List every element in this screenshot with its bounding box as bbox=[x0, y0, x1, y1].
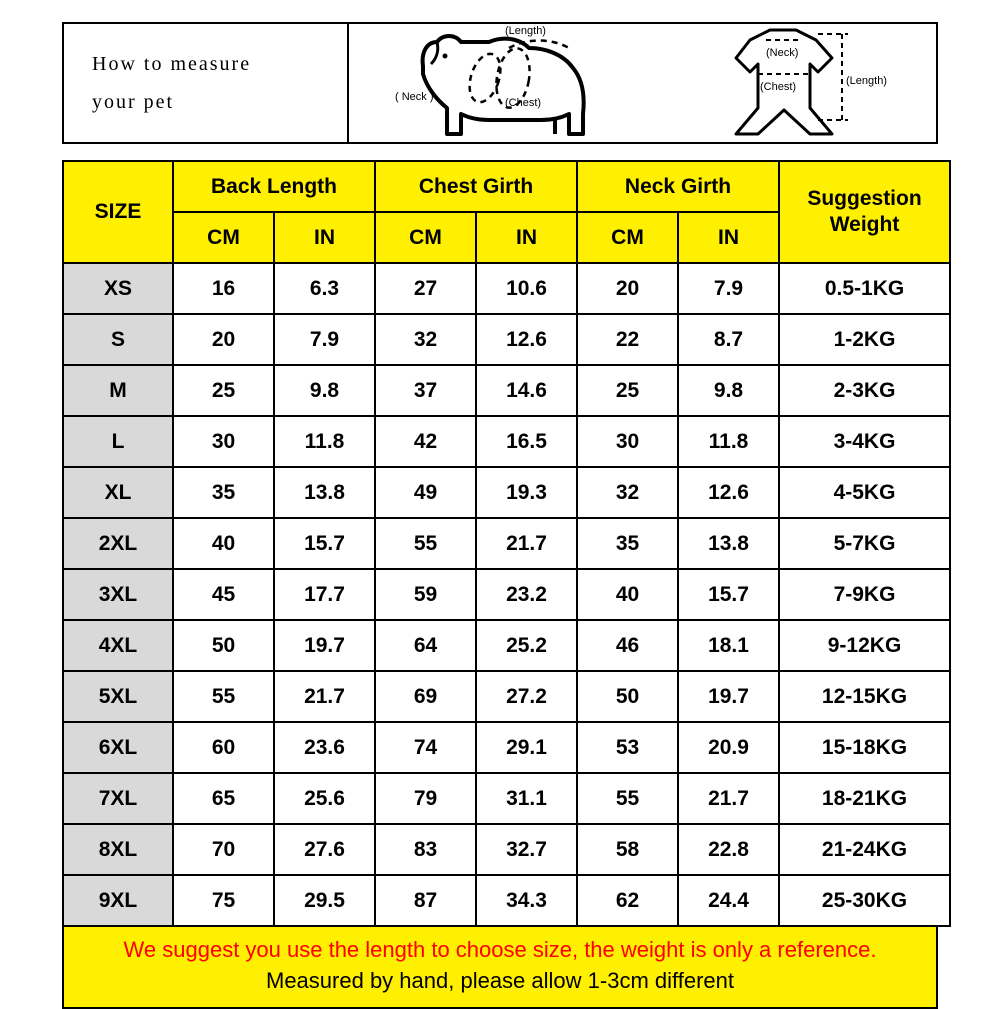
cell-size: 6XL bbox=[63, 722, 173, 773]
cell-back-cm: 40 bbox=[173, 518, 274, 569]
cell-neck-in: 7.9 bbox=[678, 263, 779, 314]
cell-weight: 7-9KG bbox=[779, 569, 950, 620]
header-unit-chest-cm: CM bbox=[375, 212, 476, 263]
cell-back-cm: 65 bbox=[173, 773, 274, 824]
cell-weight: 4-5KG bbox=[779, 467, 950, 518]
cell-neck-cm: 22 bbox=[577, 314, 678, 365]
cell-chest-in: 32.7 bbox=[476, 824, 577, 875]
cell-back-cm: 45 bbox=[173, 569, 274, 620]
header-unit-back-cm: CM bbox=[173, 212, 274, 263]
cell-weight: 1-2KG bbox=[779, 314, 950, 365]
cell-size: S bbox=[63, 314, 173, 365]
table-row bbox=[63, 722, 950, 773]
cell-neck-in: 9.8 bbox=[678, 365, 779, 416]
header-suggestion-weight bbox=[779, 161, 950, 263]
header-suggestion-line2: Weight bbox=[829, 213, 900, 236]
cell-size: 8XL bbox=[63, 824, 173, 875]
header-chest-girth: Chest Girth bbox=[375, 161, 577, 212]
cell-chest-cm: 32 bbox=[375, 314, 476, 365]
header-size: SIZE bbox=[63, 161, 173, 263]
cell-chest-in: 27.2 bbox=[476, 671, 577, 722]
cell-back-cm: 20 bbox=[173, 314, 274, 365]
cell-back-in: 23.6 bbox=[274, 722, 375, 773]
cell-chest-cm: 27 bbox=[375, 263, 476, 314]
cell-chest-cm: 87 bbox=[375, 875, 476, 926]
cell-chest-in: 12.6 bbox=[476, 314, 577, 365]
size-chart-table bbox=[62, 160, 951, 927]
header-title-line2: your pet bbox=[92, 91, 175, 113]
cell-back-in: 11.8 bbox=[274, 416, 375, 467]
cell-neck-in: 21.7 bbox=[678, 773, 779, 824]
cell-weight: 18-21KG bbox=[779, 773, 950, 824]
cell-neck-cm: 35 bbox=[577, 518, 678, 569]
footer-note-line2: Measured by hand, please allow 1-3cm different bbox=[266, 968, 734, 993]
table-row bbox=[63, 365, 950, 416]
cell-weight: 2-3KG bbox=[779, 365, 950, 416]
header-title bbox=[64, 24, 349, 142]
cell-chest-in: 19.3 bbox=[476, 467, 577, 518]
cell-neck-cm: 62 bbox=[577, 875, 678, 926]
cell-back-in: 29.5 bbox=[274, 875, 375, 926]
table-row bbox=[63, 569, 950, 620]
cell-neck-in: 13.8 bbox=[678, 518, 779, 569]
cell-chest-in: 16.5 bbox=[476, 416, 577, 467]
cell-neck-in: 19.7 bbox=[678, 671, 779, 722]
cell-neck-cm: 20 bbox=[577, 263, 678, 314]
header-unit-back-in: IN bbox=[274, 212, 375, 263]
cell-chest-in: 14.6 bbox=[476, 365, 577, 416]
header-title-line1: How to measure bbox=[92, 53, 252, 75]
garment-diagram bbox=[692, 22, 892, 145]
cell-back-cm: 16 bbox=[173, 263, 274, 314]
cell-neck-in: 8.7 bbox=[678, 314, 779, 365]
cell-size: XS bbox=[63, 263, 173, 314]
cell-back-in: 9.8 bbox=[274, 365, 375, 416]
cell-chest-in: 29.1 bbox=[476, 722, 577, 773]
cell-chest-cm: 49 bbox=[375, 467, 476, 518]
cell-weight: 5-7KG bbox=[779, 518, 950, 569]
cell-size: L bbox=[63, 416, 173, 467]
table-group-header-row bbox=[63, 161, 950, 212]
cell-size: 5XL bbox=[63, 671, 173, 722]
table-row bbox=[63, 518, 950, 569]
table-row bbox=[63, 263, 950, 314]
table-row bbox=[63, 824, 950, 875]
table-row bbox=[63, 416, 950, 467]
cell-size: 9XL bbox=[63, 875, 173, 926]
cell-neck-in: 20.9 bbox=[678, 722, 779, 773]
dog-diagram bbox=[393, 22, 623, 145]
cell-chest-cm: 64 bbox=[375, 620, 476, 671]
header-back-length: Back Length bbox=[173, 161, 375, 212]
cell-chest-cm: 83 bbox=[375, 824, 476, 875]
garment-length-label: (Length) bbox=[845, 74, 887, 87]
table-body bbox=[63, 263, 950, 926]
cell-neck-cm: 58 bbox=[577, 824, 678, 875]
cell-back-cm: 35 bbox=[173, 467, 274, 518]
cell-size: XL bbox=[63, 467, 173, 518]
cell-weight: 12-15KG bbox=[779, 671, 950, 722]
dog-chest-label: (Chest) bbox=[505, 96, 542, 109]
cell-neck-in: 12.6 bbox=[678, 467, 779, 518]
cell-size: 2XL bbox=[63, 518, 173, 569]
cell-back-in: 7.9 bbox=[274, 314, 375, 365]
cell-neck-in: 11.8 bbox=[678, 416, 779, 467]
cell-weight: 9-12KG bbox=[779, 620, 950, 671]
table-row bbox=[63, 314, 950, 365]
dog-length-label: (Length) bbox=[505, 24, 547, 37]
cell-back-in: 21.7 bbox=[274, 671, 375, 722]
footer-note-line1: We suggest you use the length to choose size, the weight is only a reference. bbox=[123, 937, 877, 962]
how-to-measure-header bbox=[62, 22, 938, 144]
header-neck-girth: Neck Girth bbox=[577, 161, 779, 212]
cell-size: 3XL bbox=[63, 569, 173, 620]
cell-chest-cm: 37 bbox=[375, 365, 476, 416]
cell-back-cm: 60 bbox=[173, 722, 274, 773]
table-row bbox=[63, 671, 950, 722]
cell-back-cm: 70 bbox=[173, 824, 274, 875]
cell-chest-in: 25.2 bbox=[476, 620, 577, 671]
dog-neck-label: ( Neck ) bbox=[395, 90, 434, 103]
cell-back-cm: 50 bbox=[173, 620, 274, 671]
cell-neck-in: 24.4 bbox=[678, 875, 779, 926]
garment-neck-label: (Neck) bbox=[765, 46, 799, 59]
cell-chest-in: 23.2 bbox=[476, 569, 577, 620]
cell-chest-in: 31.1 bbox=[476, 773, 577, 824]
cell-neck-cm: 25 bbox=[577, 365, 678, 416]
cell-chest-cm: 74 bbox=[375, 722, 476, 773]
cell-chest-cm: 79 bbox=[375, 773, 476, 824]
footer-note bbox=[62, 927, 938, 1009]
cell-back-in: 25.6 bbox=[274, 773, 375, 824]
header-unit-neck-in: IN bbox=[678, 212, 779, 263]
dog-neck-measure-line bbox=[464, 49, 506, 105]
cell-chest-cm: 55 bbox=[375, 518, 476, 569]
cell-neck-cm: 55 bbox=[577, 773, 678, 824]
cell-neck-cm: 53 bbox=[577, 722, 678, 773]
table-row bbox=[63, 620, 950, 671]
cell-neck-in: 15.7 bbox=[678, 569, 779, 620]
header-suggestion-line1: Suggestion bbox=[807, 186, 922, 210]
header-unit-chest-in: IN bbox=[476, 212, 577, 263]
table-row bbox=[63, 773, 950, 824]
cell-weight: 0.5-1KG bbox=[779, 263, 950, 314]
header-figures bbox=[349, 24, 936, 142]
cell-neck-in: 18.1 bbox=[678, 620, 779, 671]
garment-illustration-icon bbox=[692, 22, 892, 140]
cell-back-in: 6.3 bbox=[274, 263, 375, 314]
dog-illustration-icon bbox=[393, 22, 623, 140]
cell-neck-cm: 46 bbox=[577, 620, 678, 671]
cell-weight: 25-30KG bbox=[779, 875, 950, 926]
cell-neck-cm: 50 bbox=[577, 671, 678, 722]
cell-neck-in: 22.8 bbox=[678, 824, 779, 875]
cell-size: M bbox=[63, 365, 173, 416]
cell-back-in: 13.8 bbox=[274, 467, 375, 518]
cell-back-in: 19.7 bbox=[274, 620, 375, 671]
cell-weight: 3-4KG bbox=[779, 416, 950, 467]
table-row bbox=[63, 875, 950, 926]
cell-chest-cm: 59 bbox=[375, 569, 476, 620]
cell-back-in: 15.7 bbox=[274, 518, 375, 569]
cell-neck-cm: 30 bbox=[577, 416, 678, 467]
cell-neck-cm: 32 bbox=[577, 467, 678, 518]
cell-back-cm: 25 bbox=[173, 365, 274, 416]
cell-neck-cm: 40 bbox=[577, 569, 678, 620]
cell-chest-cm: 42 bbox=[375, 416, 476, 467]
cell-size: 4XL bbox=[63, 620, 173, 671]
cell-chest-in: 21.7 bbox=[476, 518, 577, 569]
cell-back-in: 27.6 bbox=[274, 824, 375, 875]
cell-chest-cm: 69 bbox=[375, 671, 476, 722]
cell-back-cm: 55 bbox=[173, 671, 274, 722]
cell-weight: 15-18KG bbox=[779, 722, 950, 773]
header-unit-neck-cm: CM bbox=[577, 212, 678, 263]
table-row bbox=[63, 467, 950, 518]
cell-size: 7XL bbox=[63, 773, 173, 824]
cell-back-cm: 75 bbox=[173, 875, 274, 926]
cell-chest-in: 34.3 bbox=[476, 875, 577, 926]
cell-chest-in: 10.6 bbox=[476, 263, 577, 314]
garment-chest-label: (Chest) bbox=[759, 80, 796, 93]
cell-back-cm: 30 bbox=[173, 416, 274, 467]
cell-weight: 21-24KG bbox=[779, 824, 950, 875]
cell-back-in: 17.7 bbox=[274, 569, 375, 620]
